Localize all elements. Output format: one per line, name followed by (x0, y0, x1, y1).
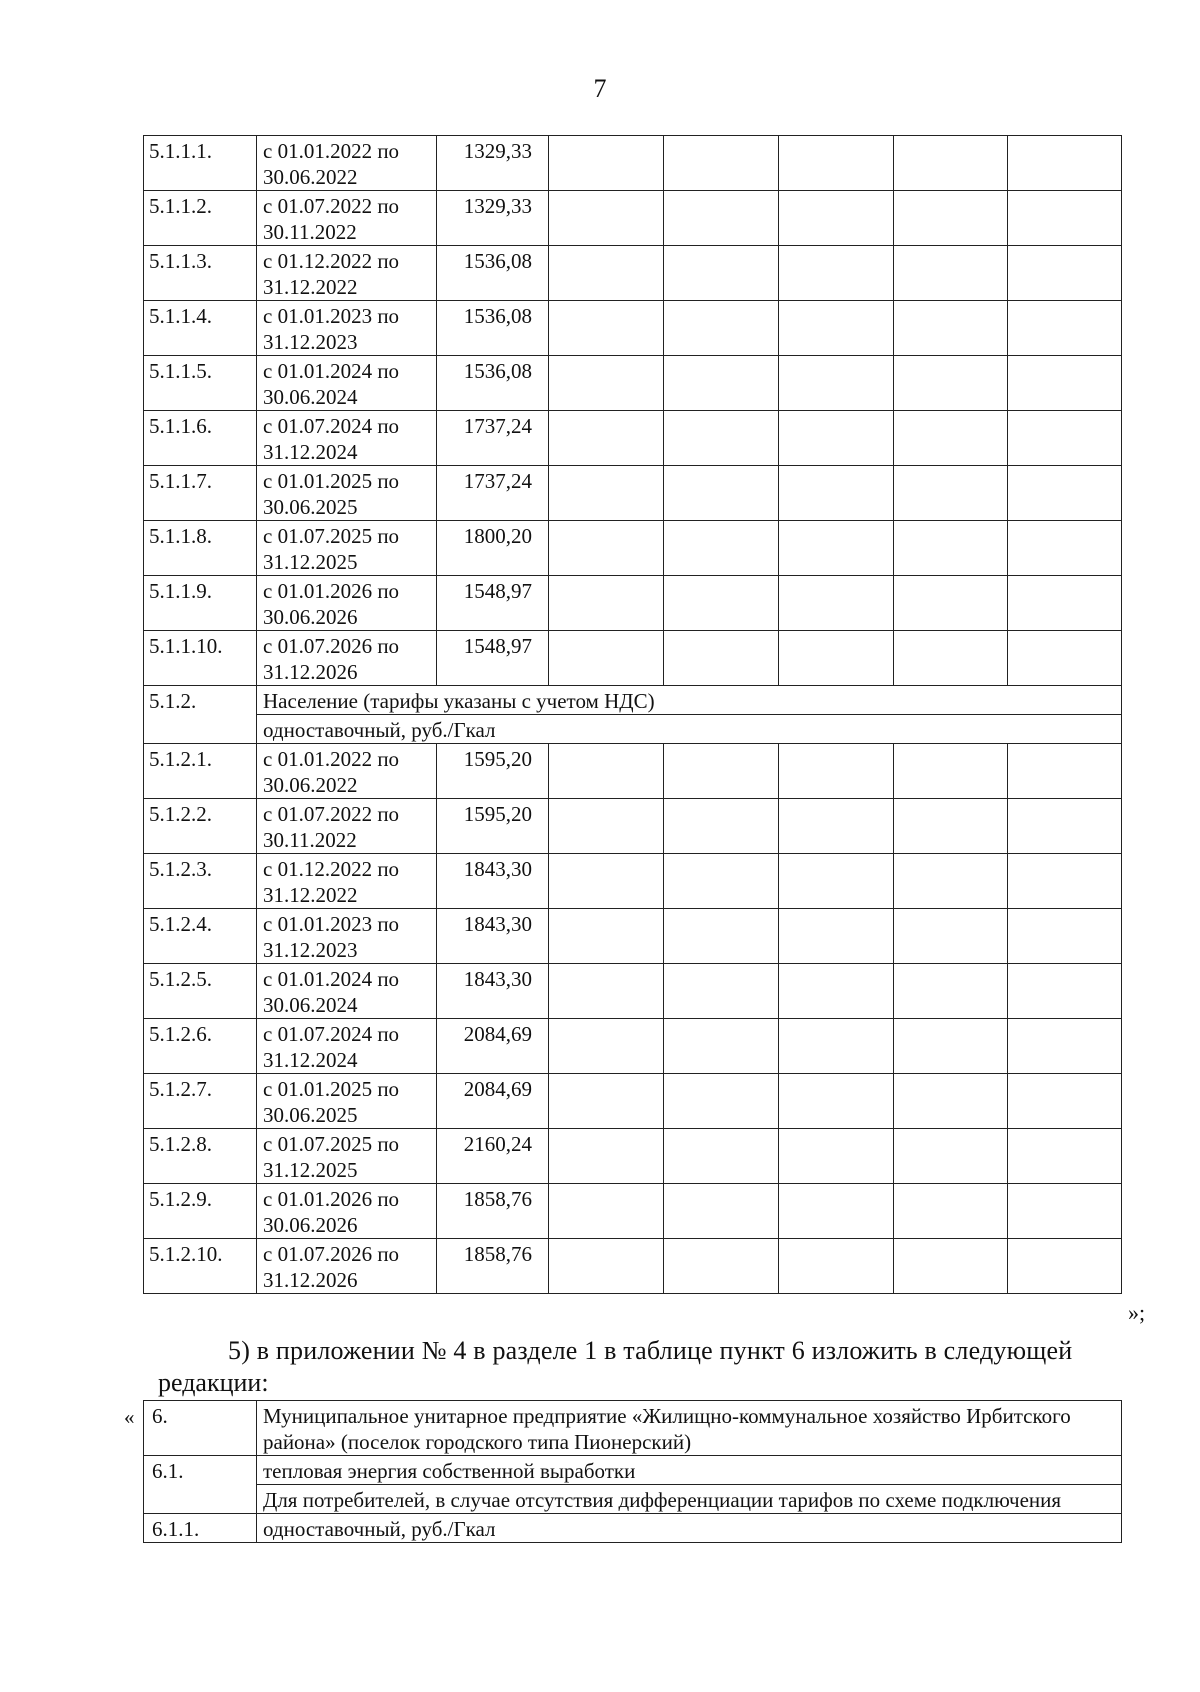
empty-cell (894, 631, 1008, 686)
empty-cell (664, 854, 779, 909)
empty-cell (1008, 799, 1122, 854)
closing-quote-mark: »; (1128, 1300, 1146, 1325)
tariff-value-cell: 2084,69 (437, 1019, 549, 1074)
row-number-cell: 5.1.1.3. (144, 246, 257, 301)
tariff-value-cell: 1329,33 (437, 191, 549, 246)
period-end: 30.06.2025 (263, 1103, 358, 1127)
table-row (144, 744, 1122, 799)
period-end: 30.06.2026 (263, 605, 358, 629)
period-cell (257, 191, 437, 246)
table-row (144, 1239, 1122, 1294)
table-row (144, 1456, 1122, 1485)
table-row (144, 521, 1122, 576)
tariff-value-cell: 1843,30 (437, 964, 549, 1019)
empty-cell (894, 466, 1008, 521)
empty-cell (1008, 191, 1122, 246)
empty-cell (549, 799, 664, 854)
period-cell (257, 466, 437, 521)
period-start: с 01.07.2022 по (263, 802, 400, 826)
period-end: 31.12.2026 (263, 660, 358, 684)
period-cell (257, 356, 437, 411)
period-start: с 01.07.2022 по (263, 194, 400, 218)
empty-cell (664, 964, 779, 1019)
period-end: 30.06.2022 (263, 773, 358, 797)
period-start: с 01.01.2023 по (263, 304, 400, 328)
period-end: 30.06.2022 (263, 165, 358, 189)
period-cell (257, 576, 437, 631)
period-end: 31.12.2023 (263, 330, 358, 354)
tariff-value-cell: 1858,76 (437, 1184, 549, 1239)
empty-cell (549, 854, 664, 909)
period-cell (257, 301, 437, 356)
period-cell (257, 909, 437, 964)
tariff-value-cell: 2084,69 (437, 1074, 549, 1129)
tariff-value-cell: 1329,33 (437, 136, 549, 191)
empty-cell (779, 631, 894, 686)
empty-cell (664, 521, 779, 576)
empty-cell (664, 909, 779, 964)
tariff-value-cell: 1858,76 (437, 1239, 549, 1294)
empty-cell (549, 521, 664, 576)
period-cell (257, 1074, 437, 1129)
empty-cell (779, 1129, 894, 1184)
row-number-cell: 5.1.1.1. (144, 136, 257, 191)
table-row (144, 1074, 1122, 1129)
empty-cell (1008, 246, 1122, 301)
group-subtitle-cell: одноставочный, руб./Гкал (257, 715, 1122, 744)
amendment-paragraph (158, 1335, 1154, 1399)
row-number-cell: 5.1.1.5. (144, 356, 257, 411)
table-row (144, 576, 1122, 631)
table-row (144, 799, 1122, 854)
opening-quote-mark: « (124, 1405, 135, 1429)
empty-cell (549, 301, 664, 356)
row-number-cell: 5.1.2.5. (144, 964, 257, 1019)
row-number-cell: 5.1.2.3. (144, 854, 257, 909)
period-end: 30.06.2024 (263, 993, 358, 1017)
empty-cell (1008, 1074, 1122, 1129)
table-row (144, 466, 1122, 521)
empty-cell (549, 1129, 664, 1184)
period-start: с 01.07.2025 по (263, 524, 400, 548)
table-row (144, 1184, 1122, 1239)
table-row (144, 1514, 1122, 1543)
empty-cell (1008, 1129, 1122, 1184)
period-cell (257, 246, 437, 301)
empty-cell (779, 1074, 894, 1129)
empty-cell (779, 799, 894, 854)
empty-cell (894, 1129, 1008, 1184)
table-row (144, 356, 1122, 411)
empty-cell (1008, 744, 1122, 799)
empty-cell (779, 521, 894, 576)
empty-cell (779, 1019, 894, 1074)
tariff-value-cell: 1536,08 (437, 301, 549, 356)
empty-cell (664, 744, 779, 799)
empty-cell (664, 191, 779, 246)
row-number-cell: 5.1.2.4. (144, 909, 257, 964)
empty-cell (664, 1019, 779, 1074)
period-cell (257, 631, 437, 686)
empty-cell (894, 191, 1008, 246)
period-end: 30.06.2025 (263, 495, 358, 519)
tariff-value-cell: 1595,20 (437, 799, 549, 854)
table-row (144, 631, 1122, 686)
row-text-cell: одноставочный, руб./Гкал (257, 1514, 1122, 1543)
period-start: с 01.01.2026 по (263, 1187, 400, 1211)
empty-cell (1008, 301, 1122, 356)
table-row (144, 1019, 1122, 1074)
table-row (144, 854, 1122, 909)
empty-cell (894, 521, 1008, 576)
table-row (144, 909, 1122, 964)
table-row (144, 246, 1122, 301)
empty-cell (549, 411, 664, 466)
period-end: 31.12.2025 (263, 550, 358, 574)
row-number-cell: 5.1.2.7. (144, 1074, 257, 1129)
tariff-value-cell: 2160,24 (437, 1129, 549, 1184)
period-end: 31.12.2025 (263, 1158, 358, 1182)
empty-cell (664, 1239, 779, 1294)
period-start: с 01.07.2025 по (263, 1132, 400, 1156)
row-text-cell: тепловая энергия собственной выработки (257, 1456, 1122, 1485)
empty-cell (549, 744, 664, 799)
empty-cell (664, 1074, 779, 1129)
period-cell (257, 1239, 437, 1294)
paragraph-line-1: 5) в приложении № 4 в разделе 1 в таблице пункт 6 изложить в следующей (228, 1336, 1073, 1365)
tariff-value-cell: 1737,24 (437, 466, 549, 521)
empty-cell (1008, 1019, 1122, 1074)
empty-cell (1008, 1239, 1122, 1294)
group-header-row (144, 686, 1122, 715)
tariff-value-cell: 1548,97 (437, 631, 549, 686)
empty-cell (549, 909, 664, 964)
empty-cell (779, 301, 894, 356)
empty-cell (664, 1129, 779, 1184)
empty-cell (1008, 356, 1122, 411)
empty-cell (549, 631, 664, 686)
empty-cell (1008, 576, 1122, 631)
empty-cell (894, 246, 1008, 301)
empty-cell (1008, 854, 1122, 909)
empty-cell (894, 1074, 1008, 1129)
group-number-cell: 5.1.2. (144, 686, 257, 744)
period-start: с 01.07.2024 по (263, 1022, 400, 1046)
enterprise-table (143, 1400, 1122, 1543)
row-number-cell: 5.1.2.2. (144, 799, 257, 854)
row-text-cell: Для потребителей, в случае отсутствия дифференциации тарифов по схеме подключения (257, 1485, 1122, 1514)
row-number-cell: 6. (144, 1401, 257, 1456)
table-row (144, 411, 1122, 466)
table-row (144, 301, 1122, 356)
paragraph-line-2: редакции: (158, 1368, 269, 1397)
empty-cell (549, 136, 664, 191)
period-end: 31.12.2024 (263, 440, 358, 464)
period-cell (257, 136, 437, 191)
row-number-cell: 5.1.1.9. (144, 576, 257, 631)
empty-cell (894, 301, 1008, 356)
tariff-value-cell: 1548,97 (437, 576, 549, 631)
row-number-cell: 5.1.1.8. (144, 521, 257, 576)
table-row (144, 136, 1122, 191)
table-row (144, 191, 1122, 246)
empty-cell (549, 466, 664, 521)
row-number-cell: 5.1.2.8. (144, 1129, 257, 1184)
empty-cell (894, 1239, 1008, 1294)
empty-cell (894, 854, 1008, 909)
period-cell (257, 799, 437, 854)
empty-cell (894, 136, 1008, 191)
period-end: 31.12.2026 (263, 1268, 358, 1292)
row-number-cell: 5.1.1.6. (144, 411, 257, 466)
empty-cell (664, 631, 779, 686)
empty-cell (549, 1074, 664, 1129)
empty-cell (779, 1239, 894, 1294)
empty-cell (1008, 411, 1122, 466)
empty-cell (549, 576, 664, 631)
period-start: с 01.01.2022 по (263, 139, 400, 163)
tariff-value-cell: 1595,20 (437, 744, 549, 799)
empty-cell (549, 191, 664, 246)
row-number-cell: 5.1.2.6. (144, 1019, 257, 1074)
empty-cell (664, 1184, 779, 1239)
period-end: 30.06.2026 (263, 1213, 358, 1237)
empty-cell (664, 799, 779, 854)
empty-cell (779, 1184, 894, 1239)
empty-cell (779, 136, 894, 191)
row-number-cell: 6.1.1. (144, 1514, 257, 1543)
table-row (144, 964, 1122, 1019)
period-end: 30.11.2022 (263, 220, 357, 244)
period-start: с 01.12.2022 по (263, 857, 400, 881)
table-row (144, 1485, 1122, 1514)
empty-cell (894, 964, 1008, 1019)
period-end: 31.12.2022 (263, 883, 358, 907)
period-cell (257, 964, 437, 1019)
empty-cell (779, 411, 894, 466)
period-start: с 01.01.2026 по (263, 579, 400, 603)
empty-cell (779, 964, 894, 1019)
row-number-cell: 5.1.2.10. (144, 1239, 257, 1294)
tariff-value-cell: 1800,20 (437, 521, 549, 576)
period-cell (257, 744, 437, 799)
empty-cell (664, 411, 779, 466)
page-number: 7 (593, 74, 607, 103)
group-title-cell: Население (тарифы указаны с учетом НДС) (257, 686, 1122, 715)
empty-cell (894, 411, 1008, 466)
period-end: 30.11.2022 (263, 828, 357, 852)
row-text-cell: Муниципальное унитарное предприятие «Жилищно-коммунальное хозяйство Ирбитского района» (поселок городского типа Пионерский) (257, 1401, 1122, 1456)
row-number-cell: 5.1.2.9. (144, 1184, 257, 1239)
period-start: с 01.01.2024 по (263, 967, 400, 991)
period-start: с 01.01.2024 по (263, 359, 400, 383)
empty-cell (779, 909, 894, 964)
row-number-cell: 6.1. (144, 1456, 257, 1514)
empty-cell (1008, 631, 1122, 686)
row-number-cell: 5.1.1.4. (144, 301, 257, 356)
empty-cell (779, 466, 894, 521)
period-cell (257, 854, 437, 909)
empty-cell (549, 246, 664, 301)
tariff-value-cell: 1536,08 (437, 246, 549, 301)
period-end: 30.06.2024 (263, 385, 358, 409)
period-end: 31.12.2022 (263, 275, 358, 299)
empty-cell (779, 854, 894, 909)
period-start: с 01.01.2025 по (263, 469, 400, 493)
row-number-cell: 5.1.1.7. (144, 466, 257, 521)
period-cell (257, 1129, 437, 1184)
empty-cell (549, 964, 664, 1019)
row-number-cell: 5.1.1.10. (144, 631, 257, 686)
empty-cell (779, 356, 894, 411)
empty-cell (894, 356, 1008, 411)
period-cell (257, 1019, 437, 1074)
period-start: с 01.01.2022 по (263, 747, 400, 771)
empty-cell (894, 909, 1008, 964)
empty-cell (779, 576, 894, 631)
empty-cell (779, 191, 894, 246)
period-start: с 01.01.2025 по (263, 1077, 400, 1101)
period-start: с 01.07.2026 по (263, 1242, 400, 1266)
empty-cell (664, 466, 779, 521)
tariff-table-body (144, 136, 1122, 1294)
period-cell (257, 411, 437, 466)
period-start: с 01.07.2024 по (263, 414, 400, 438)
empty-cell (549, 356, 664, 411)
row-number-cell: 5.1.1.2. (144, 191, 257, 246)
empty-cell (549, 1184, 664, 1239)
empty-cell (664, 246, 779, 301)
empty-cell (894, 1019, 1008, 1074)
empty-cell (894, 744, 1008, 799)
empty-cell (664, 136, 779, 191)
period-start: с 01.07.2026 по (263, 634, 400, 658)
empty-cell (664, 356, 779, 411)
tariff-value-cell: 1737,24 (437, 411, 549, 466)
tariff-value-cell: 1843,30 (437, 909, 549, 964)
empty-cell (664, 576, 779, 631)
group-subheader-row (144, 715, 1122, 744)
empty-cell (779, 246, 894, 301)
empty-cell (894, 799, 1008, 854)
empty-cell (1008, 466, 1122, 521)
empty-cell (1008, 909, 1122, 964)
period-cell (257, 1184, 437, 1239)
tariff-value-cell: 1843,30 (437, 854, 549, 909)
empty-cell (1008, 1184, 1122, 1239)
tariff-table (143, 135, 1122, 1294)
enterprise-table-body (144, 1401, 1122, 1543)
period-cell (257, 521, 437, 576)
period-end: 31.12.2024 (263, 1048, 358, 1072)
empty-cell (664, 301, 779, 356)
empty-cell (894, 1184, 1008, 1239)
table-row (144, 1129, 1122, 1184)
row-number-cell: 5.1.2.1. (144, 744, 257, 799)
table-row (144, 1401, 1122, 1456)
tariff-value-cell: 1536,08 (437, 356, 549, 411)
period-end: 31.12.2023 (263, 938, 358, 962)
period-start: с 01.12.2022 по (263, 249, 400, 273)
period-start: с 01.01.2023 по (263, 912, 400, 936)
empty-cell (1008, 521, 1122, 576)
empty-cell (549, 1239, 664, 1294)
empty-cell (1008, 964, 1122, 1019)
empty-cell (779, 744, 894, 799)
empty-cell (549, 1019, 664, 1074)
empty-cell (1008, 136, 1122, 191)
empty-cell (894, 576, 1008, 631)
